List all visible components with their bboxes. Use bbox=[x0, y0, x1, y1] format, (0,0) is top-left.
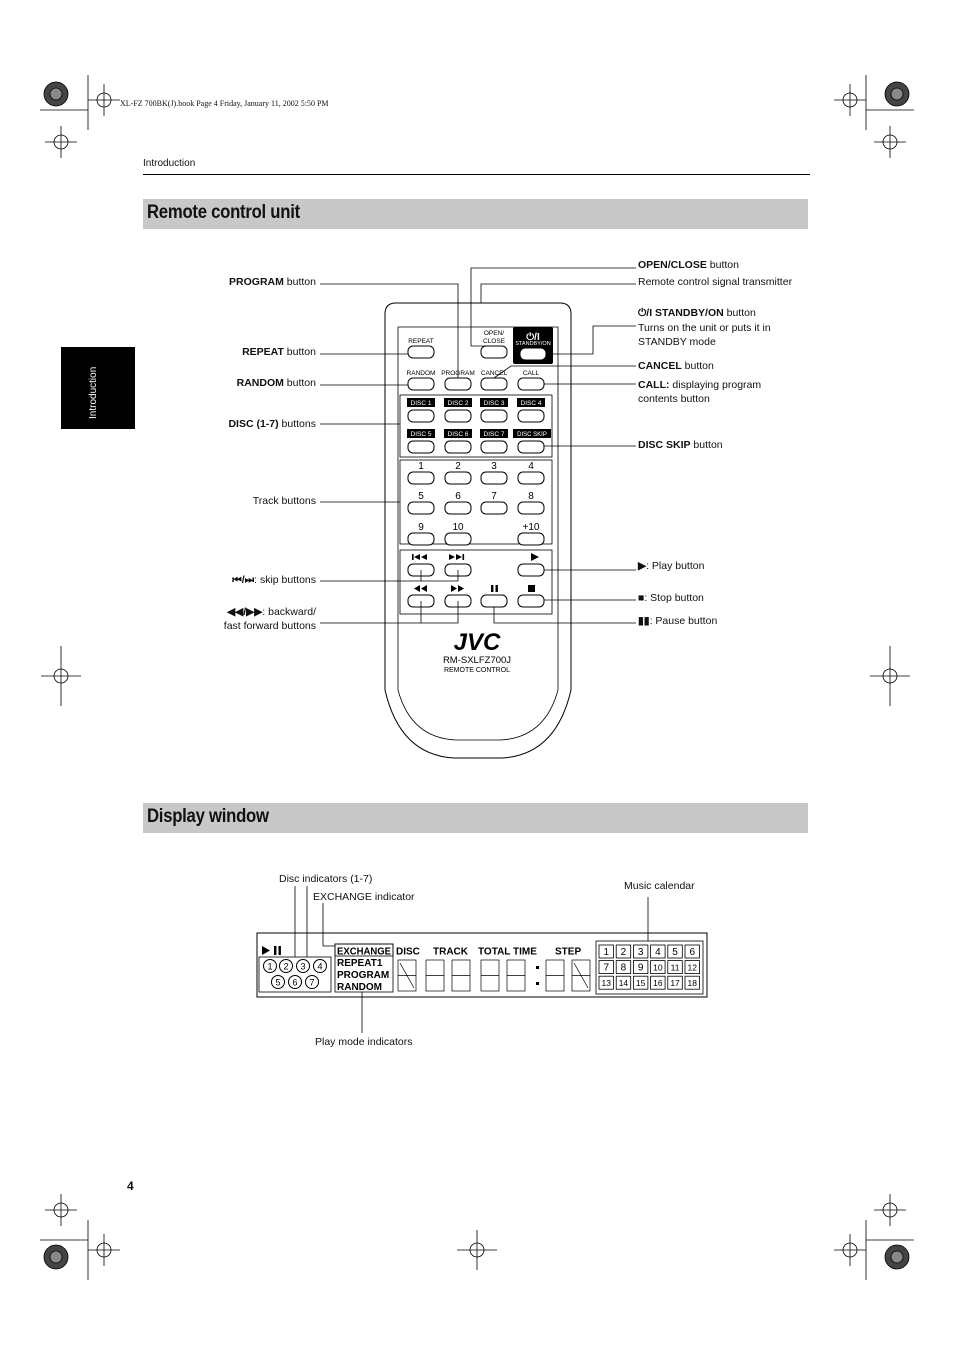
model-name: RM-SXLFZ700J bbox=[442, 655, 512, 666]
program-indicator: PROGRAM bbox=[337, 970, 390, 981]
label-backward: ◀◀/▶▶: backward/ bbox=[227, 606, 316, 618]
random-indicator: RANDOM bbox=[337, 982, 382, 993]
track-6-label: 6 bbox=[455, 491, 461, 502]
play-key[interactable] bbox=[518, 564, 544, 576]
backward-forward-icon: ◀◀/▶▶ bbox=[227, 606, 263, 618]
disc-2-key[interactable] bbox=[445, 410, 471, 422]
print-info: XL-FZ 700BK(J).book Page 4 Friday, January 11, 2002 5:50 PM bbox=[120, 99, 329, 108]
disc-header: DISC bbox=[396, 946, 420, 958]
label-repeat: REPEAT button bbox=[242, 346, 316, 358]
label-skip: ⏮/⏭: skip buttons bbox=[232, 574, 316, 586]
track-2-key[interactable] bbox=[445, 472, 471, 484]
program-key[interactable] bbox=[445, 378, 471, 390]
skip-icon: ⏮/⏭ bbox=[232, 574, 255, 586]
label-call-desc-2: contents button bbox=[638, 393, 710, 405]
pause-key[interactable] bbox=[481, 595, 507, 607]
stop-key[interactable] bbox=[518, 595, 544, 607]
label-standby-desc-1: Turns on the unit or puts it in bbox=[638, 322, 771, 334]
disc-1-key[interactable] bbox=[408, 410, 434, 422]
track-9-label: 9 bbox=[418, 522, 424, 533]
stop-label-icon: ■ bbox=[638, 592, 645, 604]
random-key[interactable] bbox=[408, 378, 434, 390]
label-disc: DISC (1-7) buttons bbox=[228, 418, 316, 430]
track-3-key[interactable] bbox=[481, 472, 507, 484]
track-6-key[interactable] bbox=[445, 502, 471, 514]
track-5-label: 5 bbox=[418, 491, 424, 502]
disc-4-label: DISC 4 bbox=[520, 400, 542, 407]
exchange-indicator: EXCHANGE bbox=[337, 946, 392, 958]
label-disc-indicators: Disc indicators (1-7) bbox=[279, 873, 373, 885]
stop-icon bbox=[528, 585, 535, 592]
disc-indicator-6: 6 bbox=[292, 977, 298, 988]
label-cancel: CANCEL button bbox=[638, 360, 714, 372]
standby-key[interactable] bbox=[520, 348, 546, 360]
disc-5-key[interactable] bbox=[408, 441, 434, 453]
calendar-number: 7 bbox=[603, 962, 610, 974]
track-9-key[interactable] bbox=[408, 533, 434, 545]
calendar-number: 17 bbox=[670, 978, 680, 989]
calendar-number: 14 bbox=[618, 978, 629, 989]
label-stop: ■: Stop button bbox=[638, 592, 704, 604]
step-header: STEP bbox=[555, 946, 582, 958]
label-standby-desc-2: STANDBY mode bbox=[638, 336, 716, 348]
track-10-key[interactable] bbox=[445, 533, 471, 545]
label-play: ▶: Play button bbox=[638, 560, 705, 572]
total-time-header: TOTAL TIME bbox=[478, 946, 537, 958]
track-4-key[interactable] bbox=[518, 472, 544, 484]
label-call: CALL: displaying program bbox=[638, 379, 762, 391]
disc-6-key[interactable] bbox=[445, 441, 471, 453]
crop-mark-icon bbox=[40, 1194, 497, 1280]
label-disc-skip: DISC SKIP button bbox=[638, 439, 723, 451]
calendar-number: 1 bbox=[603, 947, 610, 958]
track-header: TRACK bbox=[433, 946, 468, 958]
track-10-label: 10 bbox=[452, 522, 464, 533]
track-7-key[interactable] bbox=[481, 502, 507, 514]
calendar-number: 5 bbox=[672, 947, 678, 958]
label-random: RANDOM button bbox=[236, 377, 316, 389]
cancel-key-label: CANCEL bbox=[480, 370, 508, 377]
page-number: 4 bbox=[127, 1179, 134, 1193]
pause-label-icon: ▮▮ bbox=[638, 615, 650, 627]
random-key-label: RANDOM bbox=[406, 370, 436, 377]
calendar-number: 9 bbox=[637, 962, 644, 974]
calendar-number: 11 bbox=[670, 962, 680, 973]
label-standby: ⏻/I STANDBY/ON button bbox=[638, 307, 756, 319]
calendar-number: 16 bbox=[653, 978, 663, 989]
disc-1-label: DISC 1 bbox=[410, 400, 432, 407]
disc-skip-label: DISC SKIP bbox=[517, 432, 547, 438]
track-1-key[interactable] bbox=[408, 472, 434, 484]
calendar-number: 2 bbox=[620, 947, 627, 958]
play-label-icon: ▶ bbox=[638, 560, 647, 572]
track-plus10-key[interactable] bbox=[518, 533, 544, 545]
label-exchange: EXCHANGE indicator bbox=[313, 891, 415, 903]
side-tab-label: Introduction bbox=[88, 366, 99, 419]
disc-skip-key[interactable] bbox=[518, 441, 544, 453]
disc-7-key[interactable] bbox=[481, 441, 507, 453]
disc-indicator-7: 7 bbox=[309, 977, 315, 988]
call-key-label: CALL bbox=[522, 370, 540, 377]
program-key-label: PROGRAM bbox=[441, 370, 475, 377]
disc-4-key[interactable] bbox=[518, 410, 544, 422]
model-subtitle: REMOTE CONTROL bbox=[443, 667, 511, 674]
disc-6-label: DISC 6 bbox=[447, 431, 469, 438]
open-close-key[interactable] bbox=[481, 346, 507, 358]
jvc-logo: JVC bbox=[453, 629, 501, 656]
track-8-label: 8 bbox=[528, 491, 534, 502]
label-backward-2: fast forward buttons bbox=[223, 620, 316, 632]
disc-3-key[interactable] bbox=[481, 410, 507, 422]
calendar-number: 12 bbox=[687, 962, 697, 973]
track-1-label: 1 bbox=[418, 461, 424, 472]
calendar-number: 10 bbox=[653, 962, 663, 973]
disc-7-label: DISC 7 bbox=[483, 431, 505, 438]
label-program: PROGRAM button bbox=[229, 276, 316, 288]
label-track: Track buttons bbox=[252, 495, 316, 507]
call-key[interactable] bbox=[518, 378, 544, 390]
disc-indicator-5: 5 bbox=[275, 977, 281, 988]
label-transmitter: Remote control signal transmitter bbox=[638, 276, 793, 288]
disc-indicator-4: 4 bbox=[317, 961, 323, 972]
track-8-key[interactable] bbox=[518, 502, 544, 514]
label-pause: ▮▮: Pause button bbox=[638, 615, 718, 627]
calendar-number: 6 bbox=[689, 947, 696, 958]
calendar-number: 18 bbox=[687, 978, 697, 989]
crop-mark-icon bbox=[40, 75, 120, 158]
disc-3-label: DISC 3 bbox=[483, 400, 505, 407]
calendar-number: 4 bbox=[655, 947, 661, 958]
track-5-key[interactable] bbox=[408, 502, 434, 514]
disc-indicator-1: 1 bbox=[267, 961, 273, 972]
calendar-number: 8 bbox=[620, 962, 627, 974]
track-2-label: 2 bbox=[455, 461, 461, 472]
label-play-mode: Play mode indicators bbox=[315, 1036, 413, 1048]
calendar-number: 15 bbox=[635, 978, 646, 989]
label-open-close: OPEN/CLOSE button bbox=[638, 259, 739, 271]
cancel-key[interactable] bbox=[481, 378, 507, 390]
open-close-label-1: OPEN/ bbox=[483, 330, 505, 337]
crop-mark-icon bbox=[834, 1194, 914, 1280]
open-close-label-2: CLOSE bbox=[482, 338, 506, 345]
repeat-key[interactable] bbox=[408, 346, 434, 358]
remote-section-title: Remote control unit bbox=[147, 202, 300, 223]
running-header: Introduction bbox=[143, 158, 196, 169]
display-section-title: Display window bbox=[147, 806, 269, 827]
label-calendar: Music calendar bbox=[624, 880, 695, 892]
display-window bbox=[257, 933, 707, 997]
power-icon: ⏻/I bbox=[526, 332, 540, 343]
calendar-number: 3 bbox=[637, 947, 644, 958]
disc-indicator-2: 2 bbox=[283, 961, 289, 972]
disc-indicator-3: 3 bbox=[300, 961, 306, 972]
disc-5-label: DISC 5 bbox=[410, 431, 432, 438]
repeat1-indicator: REPEAT1 bbox=[337, 958, 383, 969]
calendar-number: 13 bbox=[601, 978, 611, 989]
track-4-label: 4 bbox=[528, 461, 534, 472]
track-plus10-label: +10 bbox=[522, 522, 540, 533]
track-3-label: 3 bbox=[491, 461, 497, 472]
standby-key-label: STANDBY/ON bbox=[515, 341, 551, 347]
repeat-key-label: REPEAT bbox=[408, 338, 434, 345]
disc-2-label: DISC 2 bbox=[447, 400, 469, 407]
crop-mark-icon bbox=[834, 75, 914, 158]
track-7-label: 7 bbox=[491, 491, 497, 502]
